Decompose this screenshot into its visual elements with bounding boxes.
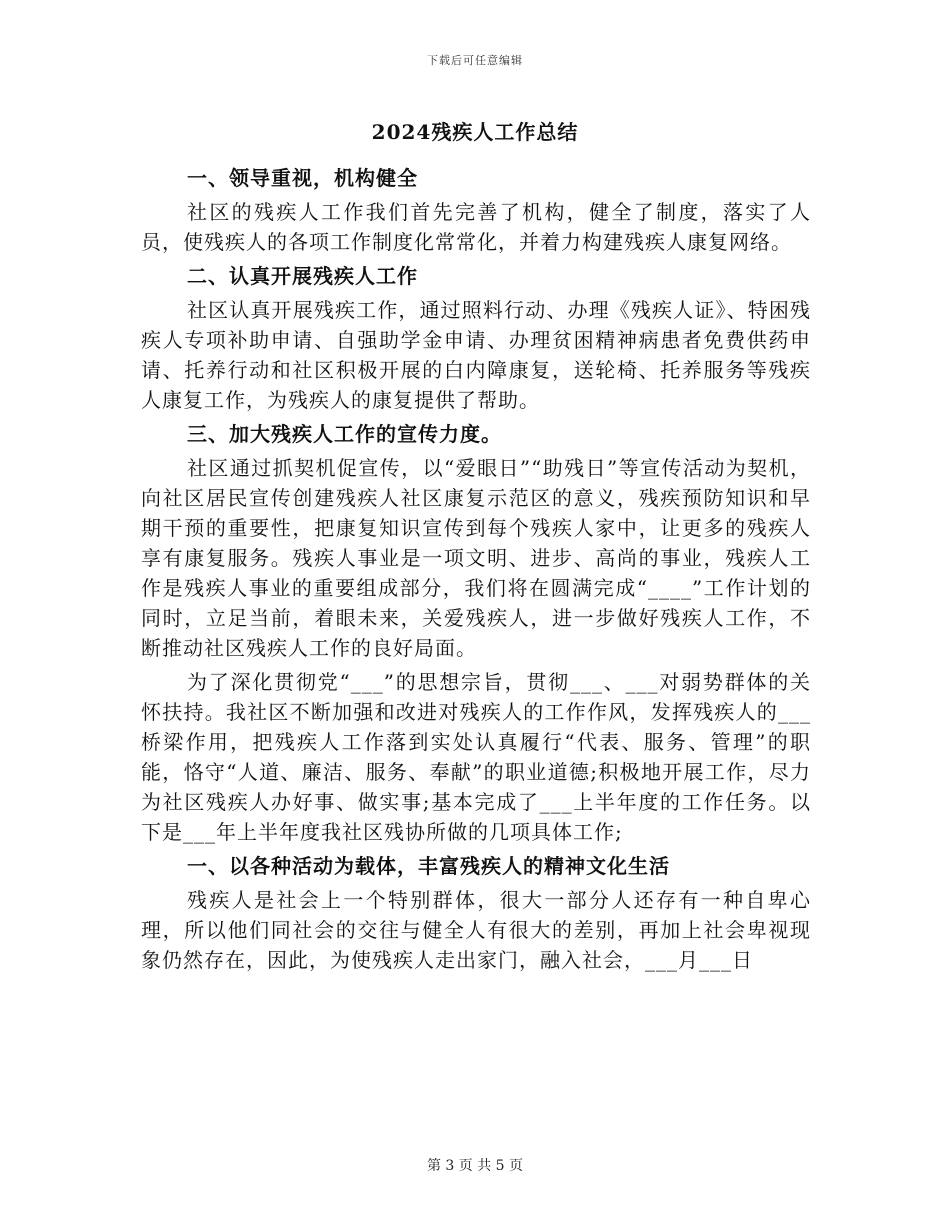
page-number: 第 3 页 共 5 页 xyxy=(426,1158,524,1174)
section-3 xyxy=(141,419,811,847)
section-2 xyxy=(141,261,811,415)
document-body xyxy=(141,160,811,979)
paragraph: 残疾人是社会上一个特别群体，很大一部分人还存有一种自卑心理，所以他们同社会的交往与健全人有很大的差别，再加上社会卑视现象仍然存在，因此，为使残疾人走出家门，融入社会，___月___日 xyxy=(141,888,811,972)
section-1 xyxy=(141,163,811,257)
paragraph: 社区认真开展残疾工作，通过照料行动、办理《残疾人证》、特困残疾人专项补助申请、自强助学金申请、办理贫困精神病患者免费供药申请、托养行动和社区积极开展的白内障康复，送轮椅、托养服务等残疾人康复工作，为残疾人的康复提供了帮助。 xyxy=(141,298,811,412)
section-heading: 二、认真开展残疾人工作 xyxy=(187,264,418,288)
section-heading: 三、加大残疾人工作的宣传力度。 xyxy=(187,422,502,446)
document-title: 2024残疾人工作总结 xyxy=(371,120,579,144)
section-heading: 一、领导重视，机构健全 xyxy=(187,166,418,190)
paragraph: 社区通过抓契机促宣传，以“爱眼日”“助残日”等宣传活动为契机，向社区居民宣传创建残疾人社区康复示范区的意义，残疾预防知识和早期干预的重要性，把康复知识宣传到每个残疾人家中，让更多的残疾人享有康复服务。残疾人事业是一项文明、进步、高尚的事业，残疾人工作是残疾人事业的重要组成部分，我们将在圆满完成“____”工作计划的同时，立足当前，着眼未来，关爱残疾人，进一步做好残疾人工作，不断推动社区残疾人工作的良好局面。 xyxy=(141,456,811,660)
paragraph: 为了深化贯彻党“___”的思想宗旨，贯彻___、___对弱势群体的关怀扶持。我社区不断加强和改进对残疾人的工作作风，发挥残疾人的___桥梁作用，把残疾人工作落到实处认真履行“代表、服务、管理”的职能，恪守“人道、廉洁、服务、奉献”的职业道德;积极地开展工作，尽力为社区残疾人办好事、做实事;基本完成了___上半年度的工作任务。以下是___年上半年度我社区残协所做的几项具体工作; xyxy=(141,670,811,844)
header-note: 下载后可任意编辑 xyxy=(427,54,523,67)
section-heading: 一、以各种活动为载体，丰富残疾人的精神文化生活 xyxy=(187,854,670,878)
section-4 xyxy=(141,851,811,975)
paragraph: 社区的残疾人工作我们首先完善了机构，健全了制度，落实了人员，使残疾人的各项工作制度化常常化，并着力构建残疾人康复网络。 xyxy=(141,200,811,254)
